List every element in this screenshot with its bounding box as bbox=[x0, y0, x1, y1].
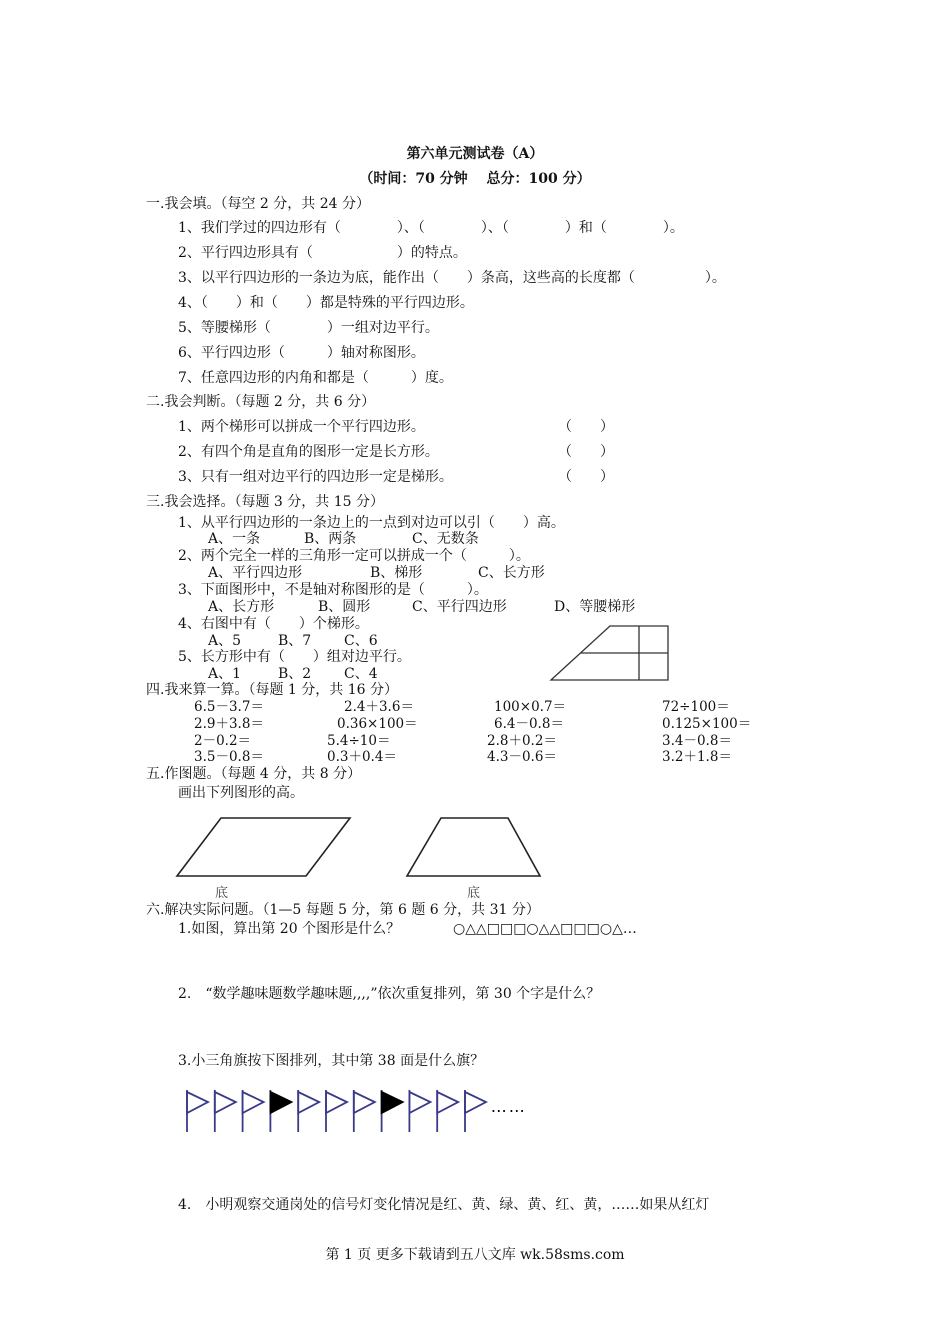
white-flag-icon bbox=[298, 1090, 319, 1132]
fill-item-1: 1、我们学过的四边形有（ ）、（ ）、（ ）和（ ）。 bbox=[178, 220, 684, 236]
trapezoid-figure-2 bbox=[404, 815, 544, 880]
calc-r2-c4: 0.125×100＝ bbox=[662, 716, 752, 732]
calc-r3-c3: 2.8＋0.2＝ bbox=[487, 733, 557, 749]
draw-instruction: 画出下列图形的高。 bbox=[178, 785, 304, 801]
calc-r3-c4: 3.4－0.8＝ bbox=[662, 733, 732, 749]
judge-item-3-mark: （ ） bbox=[558, 469, 614, 485]
choice-q1-opt-b: B、两条 bbox=[304, 531, 357, 547]
choice-q5-opt-a: A、1 bbox=[208, 666, 242, 682]
white-flag-icon bbox=[409, 1090, 430, 1132]
choice-q1: 1、从平行四边形的一条边上的一点到对边可以引（ ）高。 bbox=[178, 515, 565, 531]
fill-item-5: 5、等腰梯形（ ）一组对边平行。 bbox=[178, 320, 439, 336]
fill-item-2: 2、平行四边形具有（ ）的特点。 bbox=[178, 245, 467, 261]
judge-item-1-mark: （ ） bbox=[558, 419, 614, 435]
trapezoid-2-outline bbox=[407, 818, 540, 876]
calc-r4-c2: 0.3＋0.4＝ bbox=[327, 749, 397, 765]
judge-item-1: 1、两个梯形可以拼成一个平行四边形。 bbox=[178, 419, 425, 435]
choice-q4-opt-c: C、6 bbox=[344, 633, 378, 649]
trapezoid-figure bbox=[548, 622, 673, 682]
judge-item-2-mark: （ ） bbox=[558, 444, 614, 460]
section-1-heading: 一.我会填。（每空 2 分，共 24 分） bbox=[146, 196, 370, 212]
page-footer: 第 1 页 更多下载请到五八文库 wk.58sms.com bbox=[325, 1247, 625, 1263]
flag-sequence-ellipsis: …… bbox=[490, 1097, 527, 1116]
fill-item-6: 6、平行四边形（ ）轴对称图形。 bbox=[178, 345, 425, 361]
calc-r4-c1: 3.5－0.8＝ bbox=[194, 749, 264, 765]
section-6-heading: 六.解决实际问题。（1—5 每题 5 分，第 6 题 6 分，共 31 分） bbox=[146, 902, 540, 918]
white-flag-icon bbox=[187, 1090, 208, 1132]
white-flag-icon bbox=[354, 1090, 375, 1132]
calc-r1-c2: 2.4＋3.6＝ bbox=[344, 699, 414, 715]
choice-q2-opt-c: C、长方形 bbox=[478, 565, 545, 581]
calc-r4-c4: 3.2＋1.8＝ bbox=[662, 749, 732, 765]
section-5-heading: 五.作图题。（每题 4 分，共 8 分） bbox=[146, 766, 362, 782]
choice-q1-opt-c: C、无数条 bbox=[412, 531, 479, 547]
choice-q3-opt-c: C、平行四边形 bbox=[412, 599, 507, 615]
white-flag-icon bbox=[215, 1090, 236, 1132]
calc-r2-c1: 2.9＋3.8＝ bbox=[194, 716, 264, 732]
calc-r2-c3: 6.4－0.8＝ bbox=[494, 716, 564, 732]
fill-item-7: 7、任意四边形的内角和都是（ ）度。 bbox=[178, 370, 453, 386]
problem-1: 1.如图，算出第 20 个图形是什么？ bbox=[178, 921, 401, 937]
choice-q3-opt-d: D、等腰梯形 bbox=[554, 599, 636, 615]
fill-item-3: 3、以平行四边形的一条边为底，能作出（ ）条高，这些高的长度都（ ）。 bbox=[178, 270, 726, 286]
white-flag-icon bbox=[437, 1090, 458, 1132]
judge-item-3: 3、只有一组对边平行的四边形一定是梯形。 bbox=[178, 469, 453, 485]
page-subtitle: （时间：70 分钟 总分：100 分） bbox=[359, 171, 591, 187]
problem-4: 4. 小明观察交通岗处的信号灯变化情况是红、黄、绿、黄、红、黄，……如果从红灯 bbox=[178, 1197, 710, 1213]
problem-3: 3.小三角旗按下图排列，其中第 38 面是什么旗？ bbox=[178, 1053, 485, 1069]
choice-q5-opt-b: B、2 bbox=[278, 666, 312, 682]
section-4-heading: 四.我来算一算。（每题 1 分，共 16 分） bbox=[146, 682, 398, 698]
choice-q3-opt-a: A、长方形 bbox=[208, 599, 275, 615]
calc-r2-c2: 0.36×100＝ bbox=[337, 716, 418, 732]
calc-r1-c3: 100×0.7＝ bbox=[494, 699, 567, 715]
section-2-heading: 二.我会判断。（每题 2 分，共 6 分） bbox=[146, 394, 376, 410]
calc-r1-c4: 72÷100＝ bbox=[662, 699, 730, 715]
choice-q5: 5、长方形中有（ ）组对边平行。 bbox=[178, 649, 411, 665]
choice-q5-opt-c: C、4 bbox=[344, 666, 378, 682]
page-title: 第六单元测试卷（A） bbox=[406, 146, 544, 162]
fill-item-4: 4、（ ）和（ ）都是特殊的平行四边形。 bbox=[178, 295, 474, 311]
parallelogram-base-label: 底 bbox=[215, 886, 229, 901]
parallelogram-outline bbox=[177, 818, 350, 876]
choice-q4-opt-a: A、5 bbox=[208, 633, 242, 649]
choice-q4-opt-b: B、7 bbox=[278, 633, 312, 649]
section-3-heading: 三.我会选择。（每题 3 分，共 15 分） bbox=[146, 494, 384, 510]
judge-item-2: 2、有四个角是直角的图形一定是长方形。 bbox=[178, 444, 439, 460]
choice-q2-opt-a: A、平行四边形 bbox=[208, 565, 303, 581]
calc-r3-c2: 5.4÷10＝ bbox=[327, 733, 391, 749]
white-flag-icon bbox=[465, 1090, 486, 1132]
calc-r1-c1: 6.5－3.7＝ bbox=[194, 699, 264, 715]
choice-q1-opt-a: A、一条 bbox=[208, 531, 261, 547]
black-flag-icon bbox=[382, 1090, 403, 1132]
choice-q3: 3、下面图形中，不是轴对称图形的是（ ）。 bbox=[178, 582, 488, 598]
problem-2: 2. “数学趣味题数学趣味题,,,,”依次重复排列，第 30 个字是什么？ bbox=[178, 986, 601, 1002]
white-flag-icon bbox=[243, 1090, 264, 1132]
choice-q3-opt-b: B、圆形 bbox=[318, 599, 371, 615]
choice-q2: 2、两个完全一样的三角形一定可以拼成一个（ ）。 bbox=[178, 548, 530, 564]
choice-q2-opt-b: B、梯形 bbox=[370, 565, 423, 581]
black-flag-icon bbox=[270, 1090, 291, 1132]
white-flag-icon bbox=[326, 1090, 347, 1132]
flag-sequence bbox=[184, 1088, 584, 1136]
parallelogram-figure bbox=[174, 815, 354, 880]
choice-q4: 4、右图中有（ ）个梯形。 bbox=[178, 616, 369, 632]
calc-r3-c1: 2－0.2＝ bbox=[194, 733, 252, 749]
calc-r4-c3: 4.3－0.6＝ bbox=[487, 749, 557, 765]
trapezoid-base-label: 底 bbox=[467, 886, 481, 901]
problem-1-pattern: ○△△□□□○△△□□□○△… bbox=[453, 921, 637, 937]
